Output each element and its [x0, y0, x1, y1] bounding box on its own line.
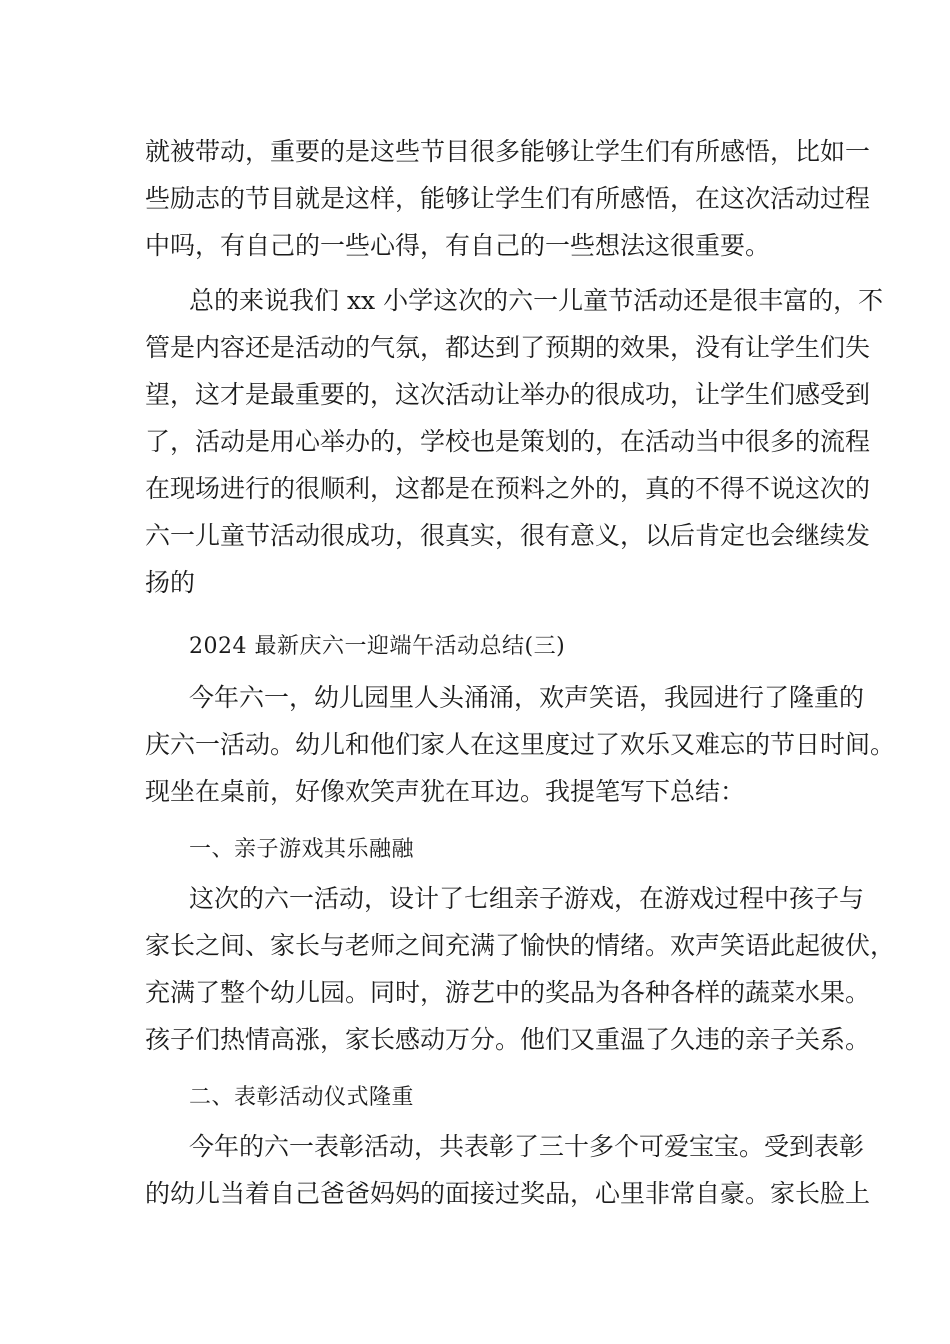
paragraph-line: 庆六一活动。幼儿和他们家人在这里度过了欢乐又难忘的节日时间。 [145, 730, 896, 759]
paragraph-line: 今年六一，幼儿园里人头涌涌，欢声笑语，我园进行了隆重的 [189, 683, 865, 712]
paragraph-line: 今年的六一表彰活动，共表彰了三十多个可爱宝宝。受到表彰 [189, 1132, 865, 1161]
paragraph-line: 就被带动，重要的是这些节目很多能够让学生们有所感悟，比如一 [145, 137, 871, 166]
section-title: 2024 最新庆六一迎端午活动总结(三) [189, 634, 566, 659]
paragraph-line: 中吗，有自己的一些心得，有自己的一些想法这很重要。 [145, 231, 771, 260]
paragraph-line: 这次的六一活动，设计了七组亲子游戏，在游戏过程中孩子与 [189, 884, 865, 913]
paragraph-line: 总的来说我们 xx 小学这次的六一儿童节活动还是很丰富的，不 [189, 286, 884, 315]
paragraph-line: 孩子们热情高涨，家长感动万分。他们又重温了久违的亲子关系。 [145, 1025, 871, 1054]
paragraph-line: 望，这才是最重要的，这次活动让举办的很成功，让学生们感受到 [145, 380, 871, 409]
paragraph-line: 在现场进行的很顺利，这都是在预料之外的，真的不得不说这次的 [145, 474, 871, 503]
paragraph-line: 管是内容还是活动的气氛，都达到了预期的效果，没有让学生们失 [145, 333, 871, 362]
paragraph-line: 家长之间、家长与老师之间充满了愉快的情绪。欢声笑语此起彼伏， [145, 931, 896, 960]
paragraph-line: 六一儿童节活动很成功，很真实，很有意义，以后肯定也会继续发 [145, 521, 871, 550]
subsection-heading: 一、亲子游戏其乐融融 [189, 837, 415, 862]
paragraph-line: 现坐在桌前，好像欢笑声犹在耳边。我提笔写下总结： [145, 777, 746, 806]
paragraph-line: 的幼儿当着自己爸爸妈妈的面接过奖品，心里非常自豪。家长脸上 [145, 1179, 871, 1208]
paragraph-line: 扬的 [145, 568, 196, 597]
paragraph-line: 充满了整个幼儿园。同时，游艺中的奖品为各种各样的蔬菜水果。 [145, 978, 871, 1007]
paragraph-line: 些励志的节目就是这样，能够让学生们有所感悟，在这次活动过程 [145, 184, 871, 213]
subsection-heading: 二、表彰活动仪式隆重 [189, 1085, 415, 1110]
paragraph-line: 了，活动是用心举办的，学校也是策划的，在活动当中很多的流程 [145, 427, 871, 456]
